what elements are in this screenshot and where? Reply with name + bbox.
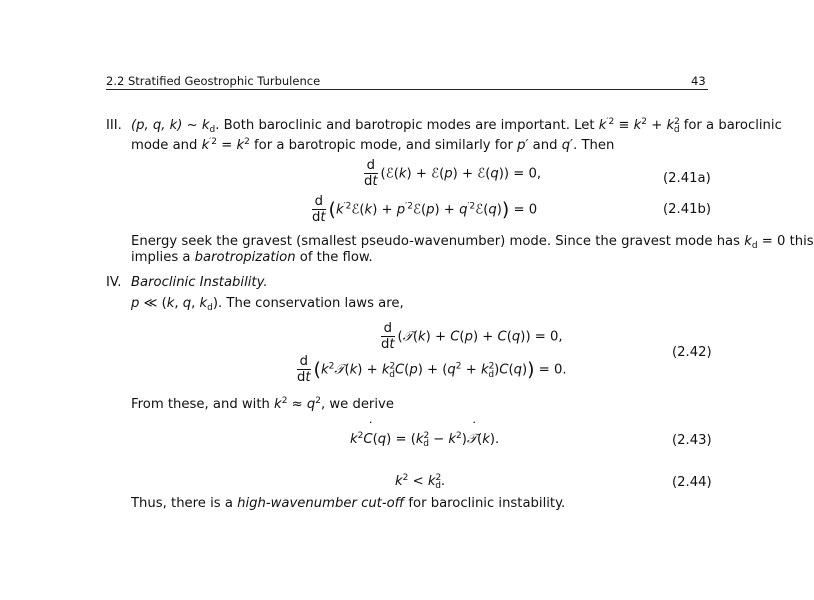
item-iii-line-2: mode and $k^{'2} = k^2$ for a barotropic mode, and similarly for p′ and q′. Then (131, 137, 615, 153)
item-iv-conclusion: Thus, there is a high-wavenumber cut-off for baroclinic instability. (131, 496, 566, 511)
equation-number-2-44: (2.44) (672, 475, 712, 490)
item-iii-paragraph-line-2: implies a barotropization of the flow. (131, 250, 373, 265)
equation-number-2-41b: (2.41b) (663, 202, 712, 217)
equation-2-41a: $\frac{d}{dt}$ (ℰ(k) + ℰ(p) + ℰ(q)) = 0, (364, 158, 542, 189)
equation-2-42-line-2: $\frac{d}{dt}$ $(k^2𝒯(k) + k^2_dC(p) + (q^2 + k^2_d)C(q)) = 0$. (297, 354, 567, 385)
item-iv-derive-text: From these, and with $k^2 \approx q^2$, we derive (131, 396, 394, 412)
item-iii-line-1: (p, q, k) ~ $k_d$. Both baroclinic and barotropic modes are important. Let $k^{'2} \equiv k^2 + k^2_d$ for a baroclinic (131, 117, 782, 135)
equation-2-44: $k^2 < k^2_d$. (395, 473, 446, 491)
equation-number-2-43: (2.43) (672, 433, 712, 448)
running-header-section: 2.2 Stratified Geostrophic Turbulence (106, 74, 321, 88)
page-number: 43 (691, 74, 706, 88)
equation-2-43: $k^2˙$ $C(q) = (k^2_d$ − $k^2)˙$ 𝒯(k). (350, 432, 499, 447)
item-label-iii: III. (106, 118, 122, 133)
item-iii-paragraph-line-1: Energy seek the gravest (smallest pseudo-wavenumber) mode. Since the gravest mode has $k_d = 0$ this (131, 234, 814, 251)
item-label-iv: IV. (106, 275, 122, 290)
equation-2-41b: $\frac{d}{dt}$ ($k^{'2}ℰ(k)$ + $p^{'2}ℰ(p)$ + $q^{'2}ℰ(q)) = 0$ (312, 194, 538, 225)
equation-2-42-line-1: $\frac{d}{dt}$ (𝒯(k) + C(p) + C(q)) = 0, (381, 321, 563, 352)
equation-number-2-41a: (2.41a) (663, 171, 711, 186)
item-iv-title: Baroclinic Instability. (131, 275, 268, 290)
equation-number-2-42: (2.42) (672, 345, 712, 360)
header-rule (106, 89, 708, 90)
item-iv-lead: p ≪ (k, q, $k_d$). The conservation laws are, (131, 296, 404, 313)
